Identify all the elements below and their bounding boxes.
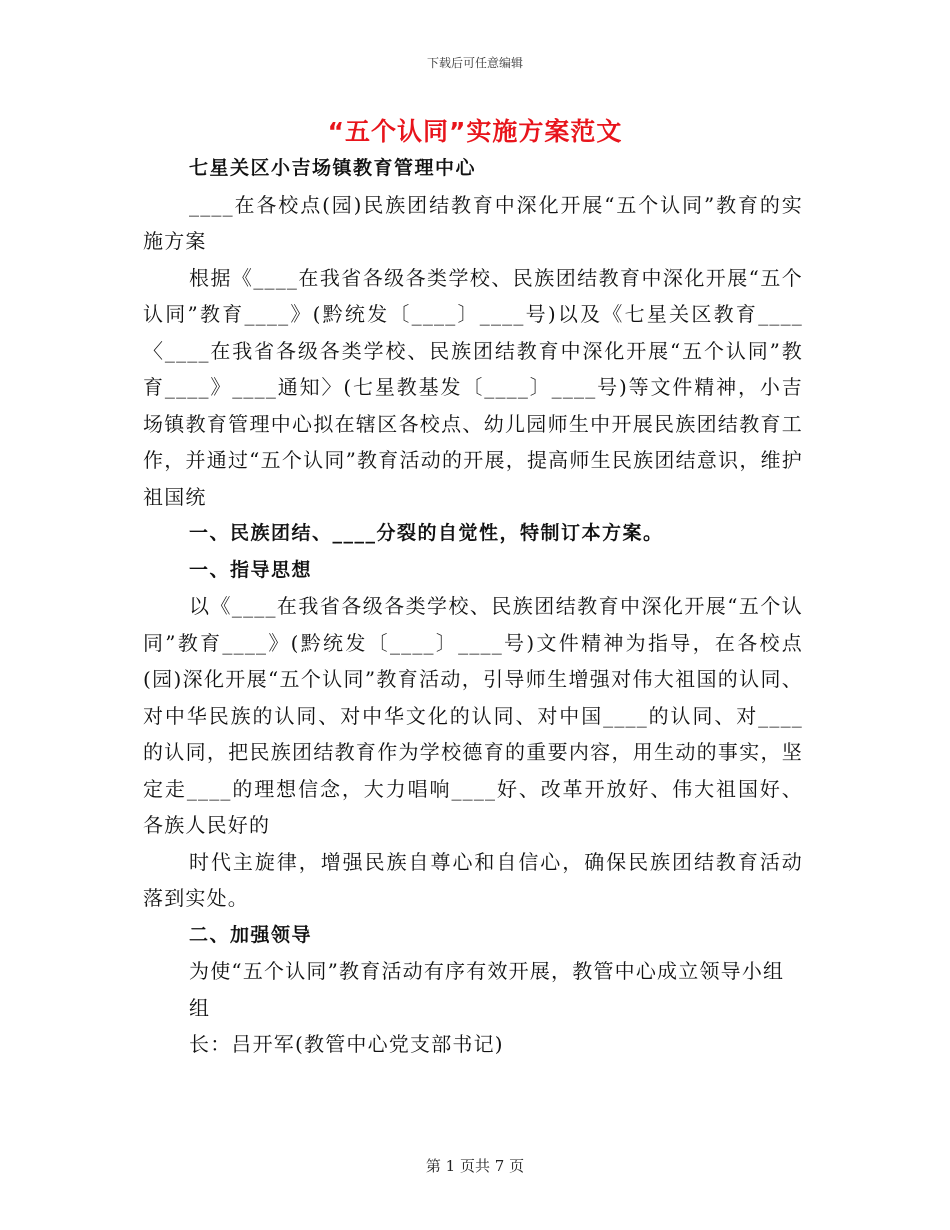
group-leader-line: 长：吕开军(教管中心党支部书记) [189, 1032, 504, 1056]
theme-paragraph: 时代主旋律，增强民族自尊心和自信心，确保民族团结教育活动落到实处。 [143, 849, 803, 910]
plan-subtitle-paragraph: ____在各校点(园)民族团结教育中深化开展“五个认同”教育的实施方案 [143, 192, 803, 253]
page-header-note: 下载后可任意编辑 [426, 56, 523, 70]
document-title: “五个认同”实施方案范文 [327, 117, 623, 146]
leadership-paragraph: 为使“五个认同”教育活动有序有效开展，教管中心成立领导小组 [189, 959, 785, 983]
section-heading-purpose: 一、民族团结、____分裂的自觉性，特制订本方案。 [189, 522, 664, 544]
section-heading-guiding-ideology: 一、指导思想 [189, 558, 313, 581]
organization-line: 七星关区小吉场镇教育管理中心 [189, 157, 477, 179]
page-number-footer: 第 1 页共 7 页 [425, 1157, 525, 1175]
basis-paragraph: 根据《____在我省各级各类学校、民族团结教育中深化开展“五个认同”教育____》(黔统发〔____〕____号)以及《七星关区教育____〈____在我省各级各类学校、民族团结教育中深化开展“五个认同”教育____》____通知〉(七星教基发〔____〕____号)等文件精神，小吉场镇教育管理中心拟在辖区各校点、幼儿园师生中开展民族团结教育工作，并通过“五个认同”教育活动的开展，提高师生民族团结意识，维护祖国统 [143, 265, 803, 509]
guiding-ideology-paragraph: 以《____在我省各级各类学校、民族团结教育中深化开展“五个认同”教育____》(黔统发〔____〕____号)文件精神为指导，在各校点(园)深化开展“五个认同”教育活动，引导师生增强对伟大祖国的认同、对中华民族的认同、对中华文化的认同、对中国____的认同、对____的认同，把民族团结教育作为学校德育的重要内容，用生动的事实，坚定走____的理想信念，大力唱响____好、改革开放好、伟大祖国好、各族人民好的 [143, 594, 803, 837]
document-body [143, 150, 803, 1063]
section-heading-leadership: 二、加强领导 [189, 923, 313, 946]
group-label-line: 组 [189, 995, 211, 1020]
